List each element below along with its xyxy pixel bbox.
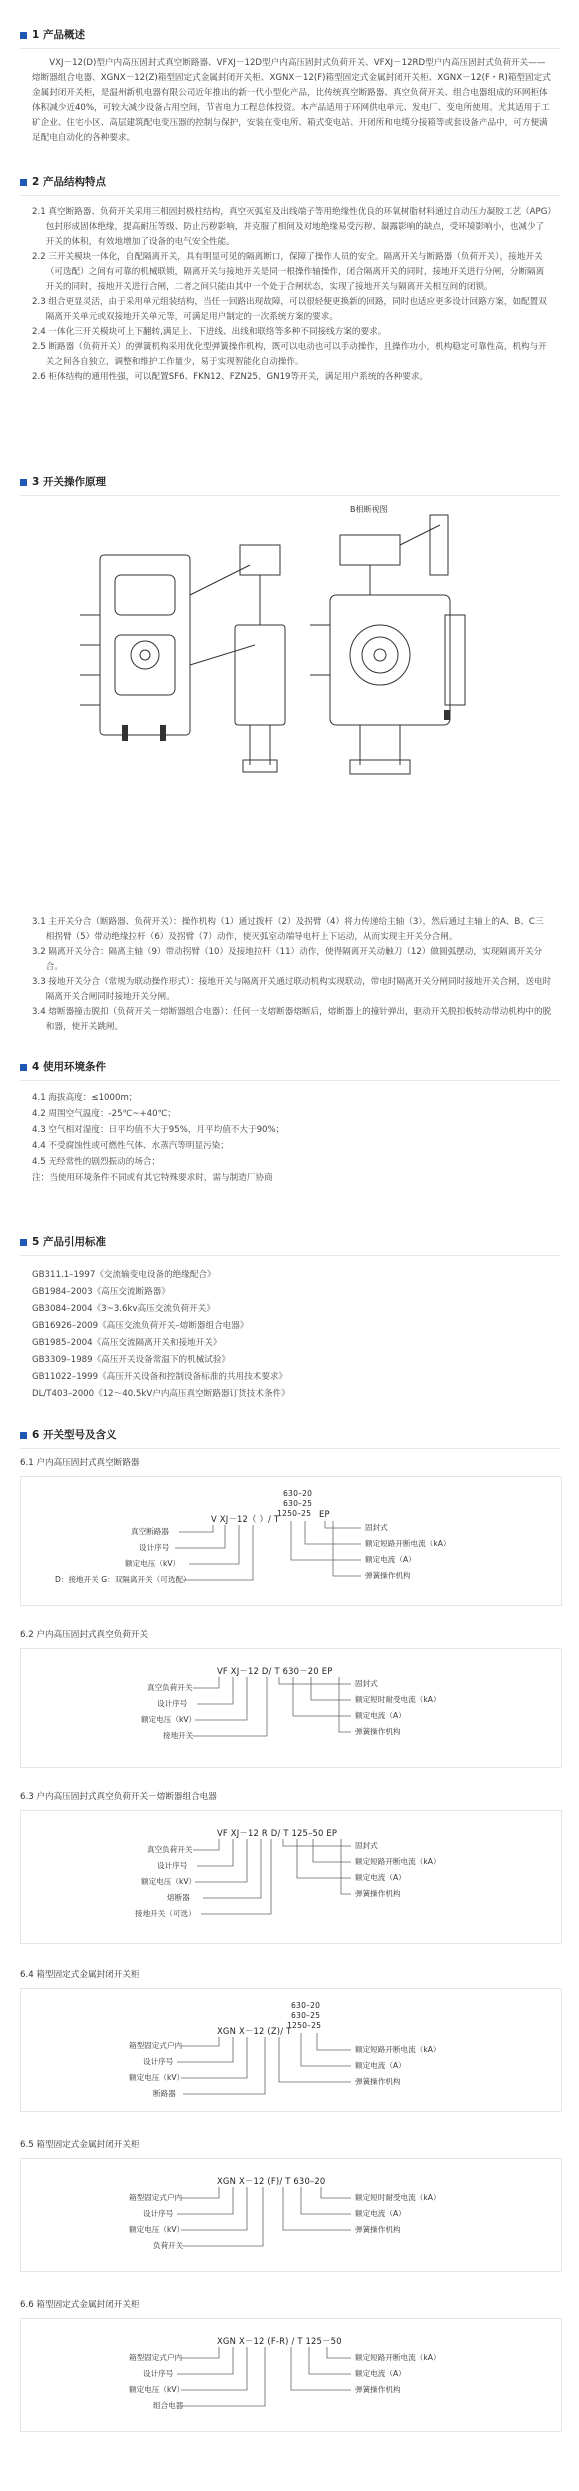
list-item: GB3084–2004《3~3.6kv高压交流负荷开关》: [32, 1304, 215, 1314]
left-label: 组合电器: [153, 2401, 184, 2410]
left-label: 额定电压（kV）: [129, 2225, 185, 2234]
subsection-title: 6.2 户内高压固封式真空负荷开关: [20, 1630, 149, 1640]
list-item: 2.5 断路器（负荷开关）的弹簧机构采用优化型弹簧操作机构，既可以电动也可以手动操作，且操作功小，机构稳定可靠性高，机构与开关之间各自独立，调整和维护工作量少，易于实现智能化自动操作。: [32, 342, 547, 367]
subsection-title: 6.1 户内高压固封式真空断路器: [20, 1458, 140, 1468]
left-label: 接地开关: [163, 1731, 194, 1740]
model-diagram-6-1: [20, 1476, 562, 1606]
section-number: 1: [32, 29, 40, 41]
right-label: 弹簧操作机构: [355, 2077, 401, 2086]
model-code-option: 1250–25: [277, 1509, 312, 1518]
model-code-option: 630–25: [283, 1499, 313, 1508]
model-diagram-6-4: [20, 1988, 562, 2112]
left-label: 箱型固定式户内: [129, 2193, 183, 2202]
model-diagram-6-5: [20, 2158, 562, 2272]
bracket-lines: [21, 1989, 561, 2111]
right-label: 额定电流（A）: [355, 1711, 406, 1720]
left-label: D：接地开关 G：双隔离开关（可选配）: [55, 1575, 191, 1584]
section-header: [20, 28, 560, 49]
bullet-square-icon: [20, 1239, 27, 1246]
bracket-lines: [21, 1811, 561, 1943]
list-item: GB1984–2003《高压交流断路器》: [32, 1287, 170, 1297]
overview-paragraph: VXJ－12(D)型户内高压固封式真空断路器、VFXJ－12D型户内高压固封式负荷开关、VFXJ－12RD型户内高压固封式负荷开关——熔断器组合电器、XGNX－12(Z)箱型固定式金属封闭开关柜、XGNX－12(F)箱型固定式金属封闭开关柜、XGNX－12(F・R)箱型固定式金属封闭开关柜，是温州新机电器有限公司近年推出的新一代小型化产品，比传统真空断路器、真空负荷开关、组合电器组成的环网柜体体积减少近40%，可较大减少设备占用空间，节省电力工程总体投资。本产品适用于环网供电单元、发电厂、变电所使用。尤其适用于工矿企业、住宅小区、高层建筑配电变压器的控制与保护，安装在变电所、箱式变电站、开闭所和电缆分接箱等或套设备产品中，可方便满足配电自动化的各种要求。: [32, 58, 551, 143]
standards-list: [32, 1267, 552, 1403]
bullet-square-icon: [20, 179, 27, 186]
section-header: [20, 175, 560, 196]
left-label: 设计序号: [143, 2209, 174, 2218]
list-item: GB3309–1989《高压开关设备常温下的机械试验》: [32, 1355, 231, 1365]
right-label: 固封式: [355, 1679, 378, 1688]
list-item: 3.4 熔断器撞击脱扣（负荷开关－熔断器组合电器）：任何一支熔断器熔断后，熔断器上的撞针弹出，驱动开关脱扣板转动带动机构中的脱和器，使开关跳闸。: [32, 1007, 552, 1032]
model-diagram-6-2: [20, 1648, 562, 1768]
model-code: XGN X－12 (F-R) / T 125－50: [217, 2336, 342, 2346]
list-item: 2.2 三开关模块一体化，自配隔离开关，具有明显可见的隔离断口，保障了操作人员的安全。隔离开关与断路器（负荷开关），接地开关（可选配）之间有可靠的机械联锁，隔离开关与接地开关是同一根操作轴操作，闭合隔离开关的同时，接地开关进行分闸，分断隔离开关的同时，接地开关进行合闸，二者之间只能由其中一个处于合闸状态，实现了接地开关与隔离开关相互间的闭锁。: [32, 252, 545, 292]
left-label: 设计序号: [143, 2369, 174, 2378]
section-number: 3: [32, 476, 40, 488]
list-item: 4.1 海拔高度：≤1000m；: [32, 1093, 138, 1103]
section-number: 2: [32, 176, 40, 188]
section-header: [20, 1060, 560, 1081]
list-item: 3.1 主开关分合（断路器、负荷开关）：操作机构（1）通过拨杆（2）及拐臂（4）将力传递给主轴（3），然后通过主轴上的A、B、C三相拐臂（5）带动绝缘拉杆（6）及拐臂（7）动作，使灭弧室动端导电杆上下运动，从而实现主开关分合闸。: [32, 917, 544, 942]
section-title: 使用环境条件: [42, 1061, 106, 1073]
list-item: GB311.1–1997《交流输变电设备的绝缘配合》: [32, 1270, 216, 1280]
section-title: 产品概述: [42, 29, 85, 41]
section-header: [20, 475, 560, 496]
right-label: 额定短路开断电流（kA）: [355, 2353, 441, 2362]
section-title: 产品结构特点: [42, 176, 106, 188]
subsection-title: 6.4 箱型固定式金属封闭开关柜: [20, 1970, 140, 1980]
bullet-square-icon: [20, 32, 27, 39]
figure-caption: B相断视图: [350, 505, 388, 514]
bullet-square-icon: [20, 479, 27, 486]
right-label: 弹簧操作机构: [355, 2225, 401, 2234]
right-label: 额定电流（A）: [355, 2209, 406, 2218]
right-label: 额定电流（A）: [355, 1873, 406, 1882]
section-header: [20, 1428, 560, 1449]
list-item: DL/T403–2000《12～40.5kV户内高压真空断路器订货技术条件》: [32, 1389, 290, 1399]
subsection-title: 6.5 箱型固定式金属封闭开关柜: [20, 2140, 140, 2150]
list-item: 4.4 不受腐蚀性或可燃性气体、水蒸汽等明显污染；: [32, 1141, 229, 1151]
right-label: 弹簧操作机构: [365, 1571, 411, 1580]
left-label: 额定电压（kV）: [141, 1715, 197, 1724]
list-item: 4.5 无经常性的剧烈振动的场合；: [32, 1157, 161, 1167]
model-code-option: 630–20: [283, 1489, 313, 1498]
bracket-lines: [21, 2159, 561, 2271]
left-label: 断路器: [153, 2089, 176, 2098]
right-label: 额定电流（A）: [365, 1555, 416, 1564]
right-label: 固封式: [355, 1841, 378, 1850]
left-label: 额定电压（kV）: [129, 2385, 185, 2394]
model-code-suffix: EP: [319, 1509, 330, 1519]
bullet-square-icon: [20, 1432, 27, 1439]
left-label: 接地开关（可选）: [135, 1909, 196, 1918]
section-title: 开关型号及含义: [42, 1429, 117, 1441]
model-code-option: 630–25: [291, 2011, 321, 2020]
model-diagram-6-6: [20, 2318, 562, 2432]
section-title: 开关操作原理: [42, 476, 106, 488]
left-label: 额定电压（kV）: [129, 2073, 185, 2082]
mechanism-drawing: [60, 505, 540, 805]
model-code-option: 630–20: [291, 2001, 321, 2010]
left-label: 真空负荷开关: [147, 1683, 193, 1692]
list-item: 2.4 一体化三开关模块可上下翻转,满足上、下进线、出线和联络等多种不同接线方案的要求。: [32, 327, 387, 337]
list-item: GB11022–1999《高压开关设备和控制设备标准的共用技术要求》: [32, 1372, 288, 1382]
right-label: 弹簧操作机构: [355, 2385, 401, 2394]
model-code-option: 1250–25: [287, 2021, 322, 2030]
left-label: 设计序号: [139, 1543, 170, 1552]
right-label: 固封式: [365, 1523, 388, 1532]
model-code: VF XJ－12 R D/ T 125–50 EP: [217, 1828, 338, 1838]
bracket-lines: [21, 1649, 561, 1767]
operation-list: [32, 915, 552, 1035]
left-label: 真空断路器: [131, 1527, 169, 1536]
structure-list: [32, 205, 552, 385]
environment-list: [32, 1090, 552, 1186]
left-label: 设计序号: [157, 1861, 188, 1870]
right-label: 弹簧操作机构: [355, 1889, 401, 1898]
list-item: 4.2 周围空气温度：-25℃~+40℃；: [32, 1109, 176, 1119]
model-code: XGN X－12 (F)/ T 630–20: [217, 2176, 326, 2186]
list-item: 2.6 柜体结构的通用性强，可以配置SF6、FKN12、FZN25、GN19等开关，满足用户系统的各种要求。: [32, 372, 429, 382]
bracket-lines: [21, 1477, 561, 1605]
list-item: 3.2 隔离开关分合：隔离主轴（9）带动拐臂（10）及接地拉杆（11）动作，使得隔离开关动触刀（12）做圆弧摆动，实现隔离开关分合。: [32, 947, 543, 972]
list-item: 3.3 接地开关分合（常规为联动操作形式）：接地开关与隔离开关通过联动机构实现联动，带电时隔离开关分闸同时接地开关合闸，送电时隔离开关合闸同时接地开关分闸。: [32, 977, 552, 1002]
left-label: 真空负荷开关: [147, 1845, 193, 1854]
subsection-title: 6.6 箱型固定式金属封闭开关柜: [20, 2300, 140, 2310]
right-label: 额定短时耐受电流（kA）: [355, 2193, 441, 2202]
section-number: 4: [32, 1061, 40, 1073]
list-item: GB16926–2009《高压交流负荷开关–熔断器组合电器》: [32, 1321, 249, 1331]
right-label: 额定电流（A）: [355, 2369, 406, 2378]
list-item: GB1985–2004《高压交流隔离开关和接地开关》: [32, 1338, 222, 1348]
left-label: 熔断器: [167, 1893, 190, 1902]
section-number: 6: [32, 1429, 40, 1441]
right-label: 额定短路开断电流（kA）: [365, 1539, 451, 1548]
model-code: V XJ－12（ ）/ T: [211, 1514, 280, 1524]
section-title: 产品引用标准: [42, 1236, 106, 1248]
section-header: [20, 1235, 560, 1256]
list-item: 2.1 真空断路器、负荷开关采用三相固封极柱结构，真空灭弧室及出线端子等用绝缘性优良的环氧树脂材料通过自动压力凝胶工艺（APG）包封形成固体绝缘，提高耐压等级、防止污秽影响，并克服了相间及对地绝缘易受污秽、凝露影响的缺点，受环境影响小，也减少了开关的体积，有效地增加了设备的电气安全性能。: [32, 207, 552, 247]
section-number: 5: [32, 1236, 40, 1248]
right-label: 额定短时耐受电流（kA）: [355, 1695, 441, 1704]
model-code: XGN X－12 (Z)/ T: [217, 2026, 292, 2036]
left-label: 额定电压（kV）: [125, 1559, 181, 1568]
left-label: 箱型固定式户内: [129, 2041, 183, 2050]
bracket-lines: [21, 2319, 561, 2431]
list-item: 4.3 空气相对湿度：日平均值不大于95%，月平均值不大于90%；: [32, 1125, 285, 1135]
right-label: 额定短路开断电流（kA）: [355, 2045, 441, 2054]
left-label: 箱型固定式户内: [129, 2353, 183, 2362]
mechanism-figure: [60, 505, 540, 805]
subsection-title: 6.3 户内高压固封式真空负荷开关－熔断器组合电器: [20, 1792, 217, 1802]
left-label: 额定电压（kV）: [141, 1877, 197, 1886]
right-label: 额定短路开断电流（kA）: [355, 1857, 441, 1866]
right-label: 额定电流（A）: [355, 2061, 406, 2070]
left-label: 负荷开关: [153, 2241, 184, 2250]
bullet-square-icon: [20, 1064, 27, 1071]
left-label: 设计序号: [143, 2057, 174, 2066]
model-diagram-6-3: [20, 1810, 562, 1944]
left-label: 设计序号: [157, 1699, 188, 1708]
model-code: VF XJ－12 D/ T 630－20 EP: [217, 1666, 333, 1676]
right-label: 弹簧操作机构: [355, 1727, 401, 1736]
note-text: 注：当使用环境条件不同或有其它特殊要求时，需与制造厂协商: [32, 1173, 273, 1183]
list-item: 2.3 组合更显灵活，由于采用单元组装结构，当任一回路出现故障，可以很轻便更换新的回路，同时也适应更多设计回路方案，如配置双隔离开关单元或双接地开关单元等，可满足用户制定的一次系统方案的要求。: [32, 297, 547, 322]
